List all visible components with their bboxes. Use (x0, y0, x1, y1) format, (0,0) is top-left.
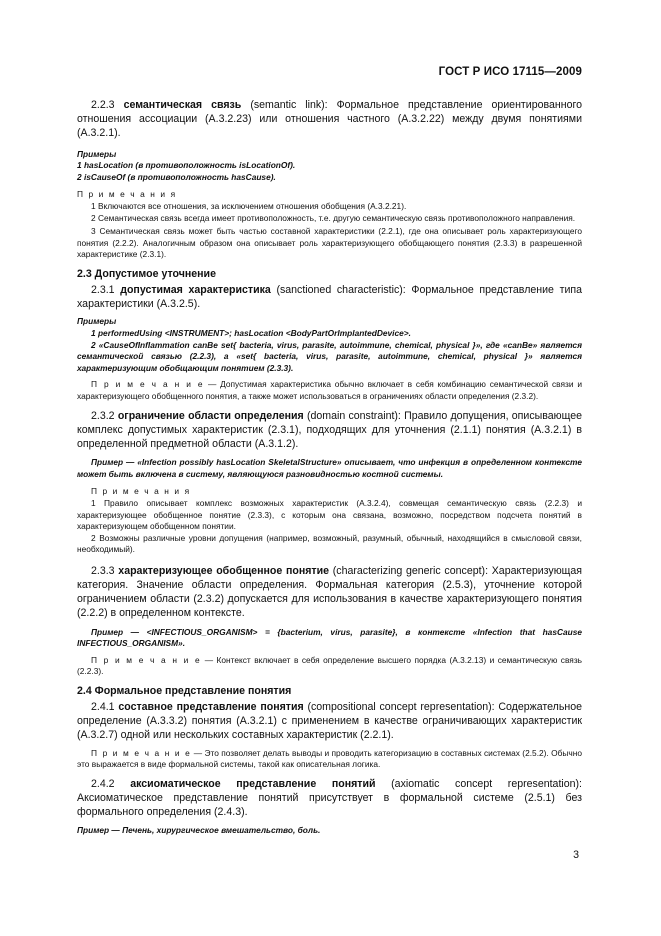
clause-number: 2.3.2 (91, 409, 115, 422)
examples-title: Примеры (77, 316, 117, 327)
section-heading: 2.3 Допустимое уточнение (77, 267, 216, 280)
term-entry-2-3-1 (77, 283, 582, 311)
note-item: 2 Семантическая связь всегда имеет противоположность, т.е. другую семантическую связь противоположного направления. (91, 212, 576, 223)
example-item: 1 hasLocation (в противоположность isLocationOf). (77, 160, 296, 171)
example-item: 1 performedUsing <INSTRUMENT>; hasLocation <BodyPartOrImplantedDevice>. (91, 327, 411, 338)
clause-number: 2.3.3 (91, 564, 115, 577)
term-entry-2-3-2 (77, 409, 582, 452)
term-definition: (axiomatic concept representation): Аксиоматическое представление понятий присутствует в формальной системе (2.5.1) без формального определения (2.4.3). (77, 777, 582, 819)
section-heading: 2.4 Формальное представление понятия (77, 685, 292, 698)
clause-number: 2.3.1 (91, 283, 115, 296)
term-name: допустимая характеристика (120, 283, 271, 296)
page-number: 3 (573, 849, 579, 861)
note (77, 655, 582, 678)
term-definition: (semantic link): Формальное представление ориентированного отношения ассоциации (A.3.2.23) или отношения частного (A.3.2.22) между двумя понятиями (A.3.2.1). (77, 99, 582, 140)
examples-title: Примеры (77, 148, 117, 159)
example-item: Пример — «Infection possibly hasLocation SkeletalStructure» описывает, что инфекция в определенном контексте может быть включена в систему, являющуюся разновидностью костной системы. (77, 457, 582, 479)
term-name: ограничение области определения (117, 409, 304, 422)
example-item: Пример — <INFECTIOUS_ORGANISM> = {bacterium, virus, parasite}, в контексте «Infection that hasCause INFECTIOUS_ORGANISM». (77, 626, 582, 649)
term-definition: (sanctioned characteristic): Формальное представление типа характеристики (A.3.2.5). (77, 283, 582, 311)
term-entry-2-4-1 (77, 700, 582, 743)
notes-title: П р и м е ч а н и я (77, 189, 177, 200)
term-definition: (domain constraint): Правило допущения, описывающее комплекс допустимых характеристик (2.3.1), подходящих для уточнения (2.1.1) понятия (A.3.2.1) в определенной предметной области (A.3.1.2). (77, 409, 582, 450)
term-name: семантическая связь (123, 99, 242, 111)
term-definition: (compositional concept representation): Содержательное определение (A.3.3.2) понятия (A.3.2.1) с применением в качестве ограничивающих характеристик (A.3.2.7) одной или нескольких составных характеристик (2.2.1). (77, 701, 582, 742)
term-name: составное представление понятия (118, 701, 304, 714)
example-item: 2 «CauseOfInflammation canBe set{ bacteria, virus, parasite, autoimmune, chemical, physical }», где «canBe» является семантической связью (2.2.3), а «set{ bacteria, virus, parasite, autoimmune, chemical, physical }» является характеризующим обобщающим понятием (2.3.3). (77, 339, 582, 373)
note-item: 1 Правило описывает комплекс возможных характеристик (A.3.2.4), совмещая семантическую связь (2.2.3) и характеризующее обобщенное понятие (2.3.3), с которым она связана, возможно, посредством подсчета понятий в характеризующем обобщенном понятии. (77, 497, 582, 532)
note-text: — Допустимая характеристика обычно включает в себя комбинацию семантической связи и характеризующего обобщенного понятия, а также может использоваться в ограничениях области определения (2.3.2). (77, 379, 582, 401)
term-definition: (characterizing generic concept): Характеризующая категория. Значение области определения. Формальная категория (2.5.3), уточнение которой ограничением области (2.3.2) допускается для использования в качестве характеризующего понятия (2.2.2) в определенном контексте. (77, 564, 582, 620)
term-entry-2-2-3 (77, 98, 582, 141)
note-label: П р и м е ч а н и е (91, 379, 205, 390)
document-body (77, 98, 582, 837)
note (77, 748, 582, 771)
clause-number: 2.2.3 (91, 99, 115, 111)
note-item: 1 Включаются все отношения, за исключением отношения обобщения (A.3.2.21). (91, 200, 407, 211)
note-text: — Это позволяет делать выводы и проводить категоризацию в составных системах (2.5.2). Обычно это выражается в виде формальной системы, такой как описательная логика. (77, 747, 582, 770)
note (77, 379, 582, 402)
note-label: П р и м е ч а н и е (91, 747, 192, 758)
example-item: 2 isCauseOf (в противоположность hasCause). (77, 171, 276, 182)
notes-title: П р и м е ч а н и я (91, 486, 191, 497)
example-item: Пример — Печень, хирургическое вмешательство, боль. (77, 825, 321, 836)
term-entry-2-3-3 (77, 564, 582, 621)
term-name: аксиоматическое представление понятий (130, 777, 376, 790)
page-header-standard-number: ГОСТ Р ИСО 17115—2009 (438, 66, 582, 78)
note-label: П р и м е ч а н и е (91, 654, 202, 665)
clause-number: 2.4.1 (91, 701, 115, 714)
term-entry-2-4-2 (77, 777, 582, 820)
note-item: 3 Семантическая связь может быть частью составной характеристики (2.2.1), где она описывает роль характеризующего понятия (2.2.2). Аналогичным образом она описывает роль характеризующего обобщающего понятия (2.3.3) в разрешенной характеристике (2.3.1). (77, 226, 582, 260)
note-item: 2 Возможны различные уровни допущения (например, возможный, разумный, обычный, находящийся в смысловой связи, необходимый). (77, 532, 582, 555)
note-text: — Контекст включает в себя определение высшего порядка (A.3.2.13) и семантическую связь (2.2.3). (77, 654, 583, 677)
term-name: характеризующее обобщенное понятие (118, 564, 330, 577)
clause-number: 2.4.2 (91, 777, 115, 790)
